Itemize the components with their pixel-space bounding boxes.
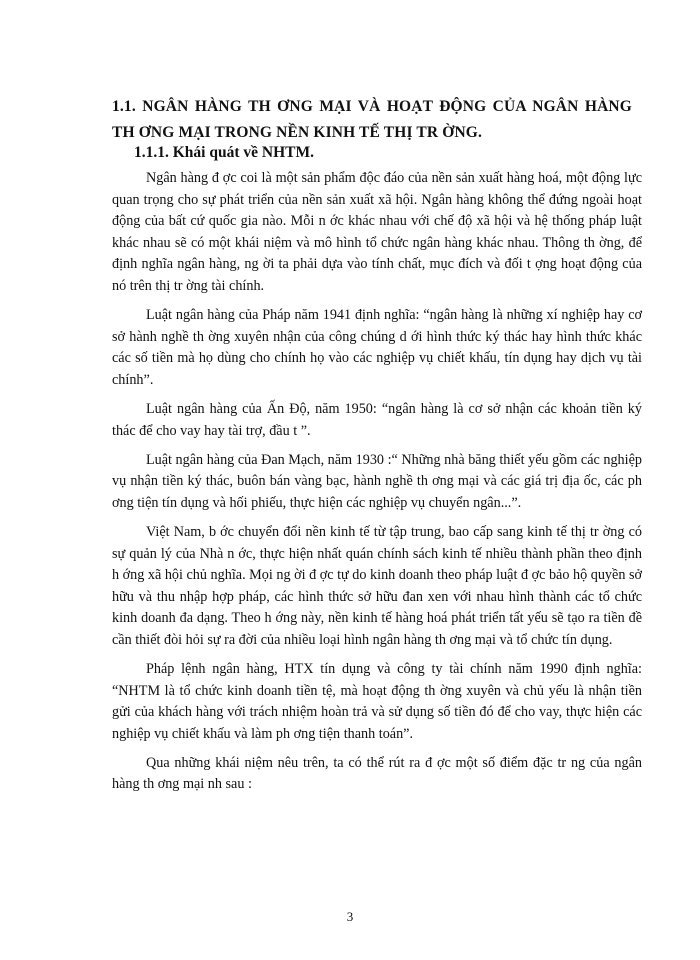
paragraph-france-law: Luật ngân hàng của Pháp năm 1941 định nghĩa: “ngân hàng là những xí nghiệp hay cơ sở hành nghề th ờng xuyên nhận của công chúng d ới hình thức ký thác hay hình thức khác các số tiền mà họ dùng cho chính họ vào các nghiệp vụ chiết khấu, tín dụng hay dịch vụ tài chính”. [112, 307, 642, 388]
paragraph-ordinance-1990: Pháp lệnh ngân hàng, HTX tín dụng và công ty tài chính năm 1990 định nghĩa: “NHTM là tổ chức kinh doanh tiền tệ, mà hoạt động th ờng xuyên và chủ yếu là nhận tiền gửi của khách hàng với trách nhiệm hoàn trả và sử dụng số tiền đó để cho vay, thực hiện các nghiệp vụ chiết khấu và làm ph ơng tiện thanh toán”. [112, 660, 642, 742]
paragraph-vietnam: Việt Nam, b ớc chuyển đổi nền kinh tế từ tập trung, bao cấp sang kinh tế thị tr ờng có sự quản lý của Nhà n ớc, thực hiện nhất quán chính sách kinh tế nhiều thành phần theo định h ớng xã hội chủ nghĩa. Mọi ng ời đ ợc tự do kinh doanh theo pháp luật đ ợc bảo hộ quyền sở hữu và thu nhập hợp pháp, các hình thức sở hữu đan xen với nhau hình thành các tổ chức kinh doanh đa dạng. Theo h ớng này, nền kinh tế hàng hoá phát triển tất yếu sẽ tạo ra tiền đề cần thiết đòi hỏi sự ra đời của nhiều loại hình ngân hàng th ơng mại và tổ chức tín dụng. [112, 523, 642, 648]
page-number: 3 [346, 909, 354, 924]
body-text [112, 168, 642, 804]
paragraph-india-law: Luật ngân hàng của Ấn Độ, năm 1950: “ngân hàng là cơ sở nhận các khoản tiền ký thác để cho vay hay tài trợ, đầu t ”. [112, 400, 642, 439]
paragraph-intro: Ngân hàng đ ợc coi là một sản phẩm độc đáo của nền sản xuất hàng hoá, một động lực quan trọng cho sự phát triển của nền sản xuất xã hội. Ngân hàng không thể đứng ngoài hoạt động của bất cứ quốc gia nào. Mỗi n ớc khác nhau với chế độ xã hội và hệ thống pháp luật khác nhau sẽ có một khái niệm và mô hình tổ chức ngân hàng khác nhau. Thông th ờng, để định nghĩa ngân hàng, ng ời ta phải dựa vào tính chất, mục đích và đối t ợng hoạt động của nó trên thị tr ờng tài chính. [112, 170, 642, 294]
paragraph-conclusion: Qua những khái niệm nêu trên, ta có thể rút ra đ ợc một số điểm đặc tr ng của ngân hàng th ơng mại nh sau : [112, 754, 642, 793]
paragraph-denmark-law: Luật ngân hàng của Đan Mạch, năm 1930 :“ Những nhà băng thiết yếu gồm các nghiệp vụ nhận tiền ký thác, buôn bán vàng bạc, hành nghề th ơng mại và các giá trị địa ốc, các ph ơng tiện tín dụng và hối phiếu, thực hiện các nghiệp vụ chuyển ngân...”. [112, 451, 642, 511]
section-heading: 1.1. NGÂN HÀNG TH ƠNG MẠI VÀ HOẠT ĐỘNG CỦA NGÂN HÀNG TH ƠNG MẠI TRONG NỀN KINH TẾ THỊ TR ỜNG. [112, 98, 632, 141]
subsection-heading: 1.1.1. Khái quát về NHTM. [134, 144, 314, 161]
